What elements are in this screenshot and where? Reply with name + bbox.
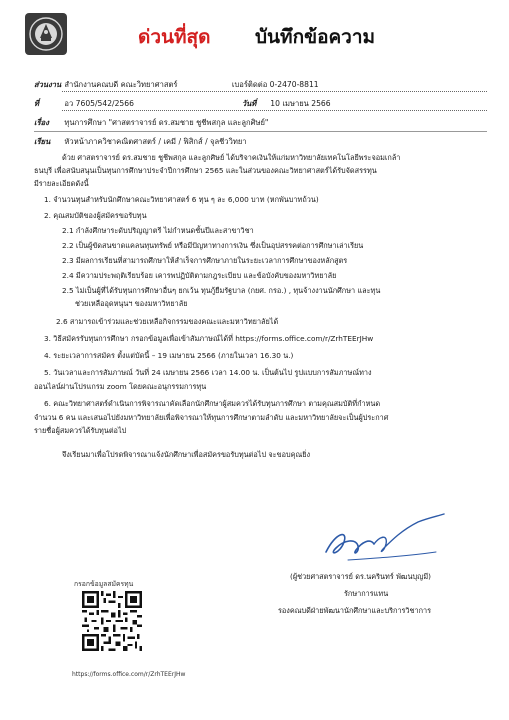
subject-label: เรื่อง — [34, 118, 49, 127]
signer-role-1: รักษาการแทน — [344, 589, 389, 598]
urgent-label: ด่วนที่สุด — [138, 26, 211, 48]
memo-title: บันทึกข้อความ — [255, 26, 376, 48]
item-6-line-2: จำนวน 6 คน และเสนอไปยังมหาวิทยาลัยเพื่อพิจารณาให้ทุนการศึกษาตามลำดับ และมหาวิทยาลัยจะเป็นผู้ประกาศ — [34, 413, 389, 422]
item-2-2: 2.2 เป็นผู้ขัดสนขาดแคลนทุนทรัพย์ หรือมีปัญหาทางการเงิน ซึ่งเป็นอุปสรรคต่อการศึกษาเล่าเรียน — [62, 241, 364, 250]
phone-value: เบอร์ติดต่อ 0-2470-8811 — [231, 80, 319, 89]
department-value: สำนักงานคณบดี คณะวิทยาศาสตร์ — [64, 80, 178, 89]
item-2-1: 2.1 กำลังศึกษาระดับปริญญาตรี ไม่กำหนดชั้นปีและสาขาวิชา — [62, 226, 254, 235]
signer-name: (ผู้ช่วยศาสตราจารย์ ดร.นครินทร์ พัฒนบุญมี) — [290, 572, 431, 581]
number-underline — [62, 110, 487, 111]
number-value: อว 7605/542/2566 — [64, 99, 134, 108]
number-row — [34, 98, 331, 110]
qr-code[interactable] — [82, 591, 142, 651]
item-2-5-line-1: 2.5 ไม่เป็นผู้ที่ได้รับทุนการศึกษาอื่นๆ ยกเว้น ทุนกู้ยืมรัฐบาล (กยศ. กรอ.) , ทุนจ้างงานนักศึกษา และทุน — [62, 286, 381, 295]
item-6-line-1: 6. คณะวิทยาศาสตร์ดำเนินการพิจารณาคัดเลือกนักศึกษาผู้สมควรได้รับทุนการศึกษา ตามคุณสมบัติที่กำหนด — [44, 399, 381, 408]
intro-line-2: ธนบุรี เพื่อสนับสนุนเป็นทุนการศึกษาประจำปีการศึกษา 2565 และในส่วนของคณะวิทยาศาสตร์ได้รับจัดสรรทุน — [34, 166, 377, 175]
qr-label: กรอกข้อมูลสมัครทุน — [74, 580, 134, 588]
intro-line-3: มีรายละเอียดดังนี้ — [34, 179, 89, 188]
department-label: ส่วนงาน — [34, 80, 62, 89]
department-row — [34, 79, 319, 91]
subject-row — [34, 117, 268, 129]
item-2-3: 2.3 มีผลการเรียนที่สามารถศึกษาให้สำเร็จการศึกษาภายในระยะเวลาการศึกษาของหลักสูตร — [62, 256, 348, 265]
date-value: 10 เมษายน 2566 — [270, 99, 331, 108]
item-2-4: 2.4 มีความประพฤติเรียบร้อย เคารพปฏิบัติตามกฎระเบียบ และข้อบังคับของมหาวิทยาลัย — [62, 271, 337, 280]
handwritten-signature — [318, 512, 448, 570]
header-divider — [34, 131, 487, 132]
to-value: หัวหน้าภาควิชาคณิตศาสตร์ / เคมี / ฟิสิกส์ / จุลชีววิทยา — [64, 137, 247, 146]
subject-value: ทุนการศึกษา "ศาสตราจารย์ ดร.สมชาย ชูชีพสกุล และลูกศิษย์" — [64, 118, 269, 127]
number-label: ที่ — [34, 99, 40, 108]
item-4: 4. ระยะเวลาการสมัคร ตั้งแต่บัดนี้ – 19 เมษายน 2566 (ภายในเวลา 16.30 น.) — [44, 351, 294, 360]
item-3: 3. วิธีสมัครรับทุนการศึกษา กรอกข้อมูลเพื่อเข้าสัมภาษณ์ได้ที่ https://forms.office.com/r/ZrhTEErJHw — [44, 334, 374, 343]
item-5-line-2: ออนไลน์ผ่านโปรแกรม zoom โดยคณะอนุกรรมการทุน — [34, 382, 207, 391]
university-seal-logo — [24, 12, 68, 56]
item-1: 1. จำนวนทุนสำหรับนักศึกษาคณะวิทยาศาสตร์ 6 ทุน ๆ ละ 6,000 บาท (หกพันบาทถ้วน) — [44, 195, 319, 204]
item-2-6: 2.6 สามารถเข้าร่วมและช่วยเหลือกิจกรรมของคณะและมหาวิทยาลัยได้ — [56, 317, 279, 326]
closing-line: จึงเรียนมาเพื่อโปรดพิจารณาแจ้งนักศึกษาเพื่อสมัครขอรับทุนต่อไป จะขอบคุณยิ่ง — [62, 450, 311, 459]
intro-line-1: ด้วย ศาสตราจารย์ ดร.สมชาย ชูชีพสกุล และลูกศิษย์ ได้บริจาคเงินให้แก่มหาวิทยาลัยเทคโนโลยีพระจอมเกล้า — [62, 153, 401, 162]
date-label: วันที่ — [241, 99, 257, 108]
item-5-line-1: 5. วันเวลาและการสัมภาษณ์ วันที่ 24 เมษายน 2566 เวลา 14.00 น. เป็นต้นไป รูปแบบการสัมภาษณ์ทาง — [44, 368, 372, 377]
item-2: 2. คุณสมบัติของผู้สมัครขอรับทุน — [44, 211, 147, 220]
to-row — [34, 136, 247, 148]
item-6-line-3: รายชื่อผู้สมควรได้รับทุนต่อไป — [34, 426, 127, 435]
to-label: เรียน — [34, 137, 51, 146]
qr-url[interactable]: https://forms.office.com/r/ZrhTEErJHw — [72, 671, 186, 678]
item-2-5-line-2: ช่วยเหลืออุดหนุนฯ ของมหาวิทยาลัย — [75, 299, 188, 308]
department-underline — [62, 91, 487, 92]
signer-role-2: รองคณบดีฝ่ายพัฒนานักศึกษาและบริการวิชาการ — [278, 606, 432, 615]
